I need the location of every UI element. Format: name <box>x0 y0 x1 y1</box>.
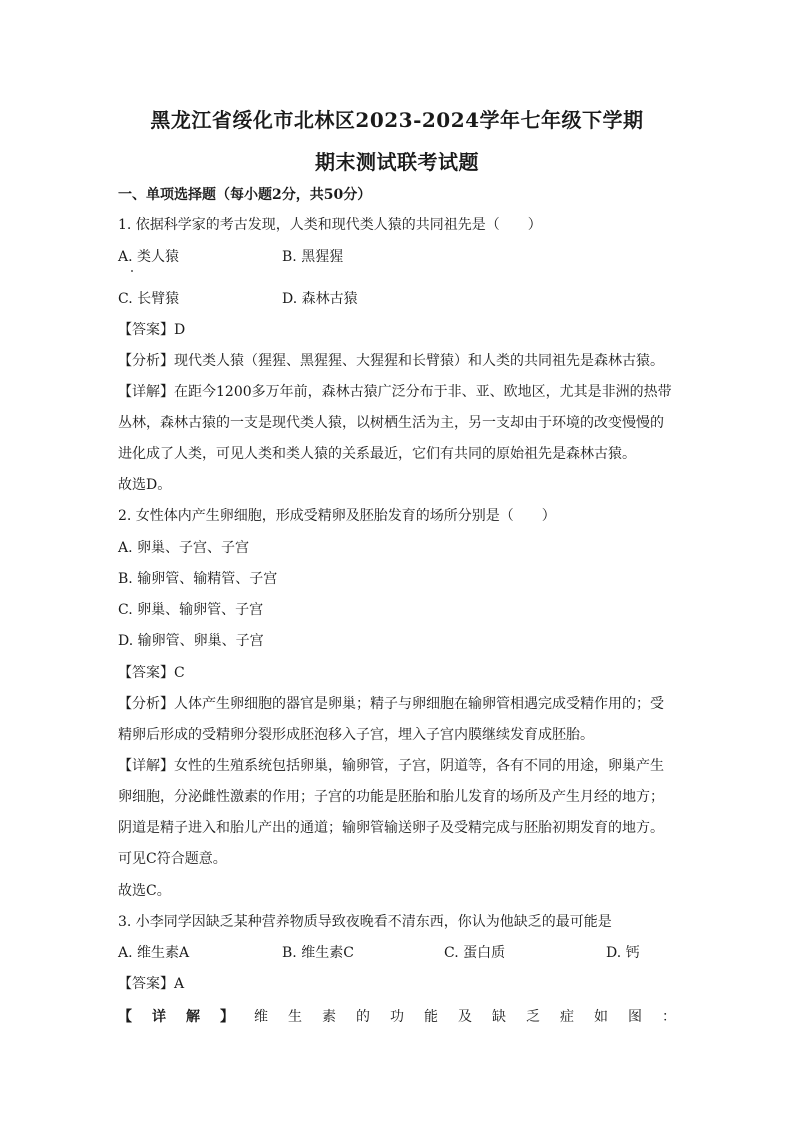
question-1-detail-line-3: 进化成了人类，可见人类和类人猿的关系最近，它们有共同的原始祖先是森林古猿。 <box>118 446 636 462</box>
detail-char: 生 <box>288 1009 302 1025</box>
question-2-option-a: A. 卵巢、子宫、子宫 <box>118 540 250 556</box>
question-3-option-a: A. 维生素A <box>118 945 190 961</box>
stray-mark <box>131 270 133 272</box>
question-1-answer: 【答案】D <box>118 322 186 338</box>
question-2-option-c: C. 卵巢、输卵管、子宫 <box>118 602 264 618</box>
document-title-line-2: 期末测试联考试题 <box>315 150 479 174</box>
question-2-detail-line-3: 阴道是精子进入和胎儿产出的通道；输卵管输送卵子及受精完成与胚胎初期发育的地方。 <box>118 820 664 836</box>
question-1-option-b: B. 黑猩猩 <box>282 249 344 265</box>
question-3-option-c: C. 蛋白质 <box>444 945 506 961</box>
question-3-detail-line <box>118 1008 676 1026</box>
detail-char: 功 <box>390 1009 404 1025</box>
question-1-detail-line-1: 【详解】在距今1200多万年前，森林古猿广泛分布于非、亚、欧地区，尤其是非洲的热带 <box>118 384 672 400</box>
question-2-option-b: B. 输卵管、输精管、子宫 <box>118 571 278 587</box>
question-2-stem: 2. 女性体内产生卵细胞，形成受精卵及胚胎发育的场所分别是（ ） <box>118 508 556 524</box>
detail-char: 乏 <box>526 1009 540 1025</box>
question-3-option-d: D. 钙 <box>606 945 640 961</box>
question-1-option-a: A. 类人猿 <box>118 249 180 265</box>
detail-char: 能 <box>424 1009 438 1025</box>
detail-char: 缺 <box>492 1009 506 1025</box>
detail-char: ： <box>662 1009 676 1025</box>
detail-char: 详 <box>152 1009 166 1025</box>
detail-char: 】 <box>220 1009 234 1025</box>
question-2-detail-line-4: 可见C符合题意。 <box>118 851 227 867</box>
detail-char: 及 <box>458 1009 472 1025</box>
question-2-analysis-line-1: 【分析】人体产生卵细胞的器官是卵巢；精子与卵细胞在输卵管相遇完成受精作用的；受 <box>118 696 664 712</box>
question-2-detail-line-1: 【详解】女性的生殖系统包括卵巢，输卵管，子宫，阴道等，各有不同的用途，卵巢产生 <box>118 758 664 774</box>
detail-char: 症 <box>560 1009 574 1025</box>
question-1-option-d: D. 森林古猿 <box>282 291 358 307</box>
detail-char: 图 <box>628 1009 642 1025</box>
question-1-choose: 故选D。 <box>118 477 172 493</box>
question-2-choose: 故选C。 <box>118 883 171 899</box>
question-2-option-d: D. 输卵管、卵巢、子宫 <box>118 633 264 649</box>
question-3-option-b: B. 维生素C <box>282 945 354 961</box>
question-1-detail-line-2: 丛林，森林古猿的一支是现代类人猿，以树栖生活为主，另一支却由于环境的改变慢慢的 <box>118 415 664 431</box>
detail-char: 如 <box>594 1009 608 1025</box>
question-2-answer: 【答案】C <box>118 665 185 681</box>
question-2-detail-line-2: 卵细胞，分泌雌性激素的作用；子宫的功能是胚胎和胎儿发育的场所及产生月经的地方； <box>118 789 664 805</box>
detail-char: 解 <box>186 1009 200 1025</box>
document-title-line-1: 黑龙江省绥化市北林区2023-2024学年七年级下学期 <box>150 108 644 132</box>
detail-char: 的 <box>356 1009 370 1025</box>
question-1-analysis: 【分析】现代类人猿（猩猩、黑猩猩、大猩猩和长臂猿）和人类的共同祖先是森林古猿。 <box>118 353 664 369</box>
question-3-stem: 3. 小李同学因缺乏某种营养物质导致夜晚看不清东西，你认为他缺乏的最可能是 <box>118 914 612 930</box>
question-1-option-c: C. 长臂猿 <box>118 291 180 307</box>
question-1-stem: 1. 依据科学家的考古发现，人类和现代类人猿的共同祖先是（ ） <box>118 217 542 233</box>
detail-char: 素 <box>322 1009 336 1025</box>
question-2-analysis-line-2: 精卵后形成的受精卵分裂形成胚泡移入子宫，埋入子宫内膜继续发育成胚胎。 <box>118 727 594 743</box>
detail-char: 维 <box>254 1009 268 1025</box>
section-heading: 一、单项选择题（每小题2分，共50分） <box>118 187 372 203</box>
question-3-answer: 【答案】A <box>118 976 185 992</box>
detail-char: 【 <box>118 1009 132 1025</box>
